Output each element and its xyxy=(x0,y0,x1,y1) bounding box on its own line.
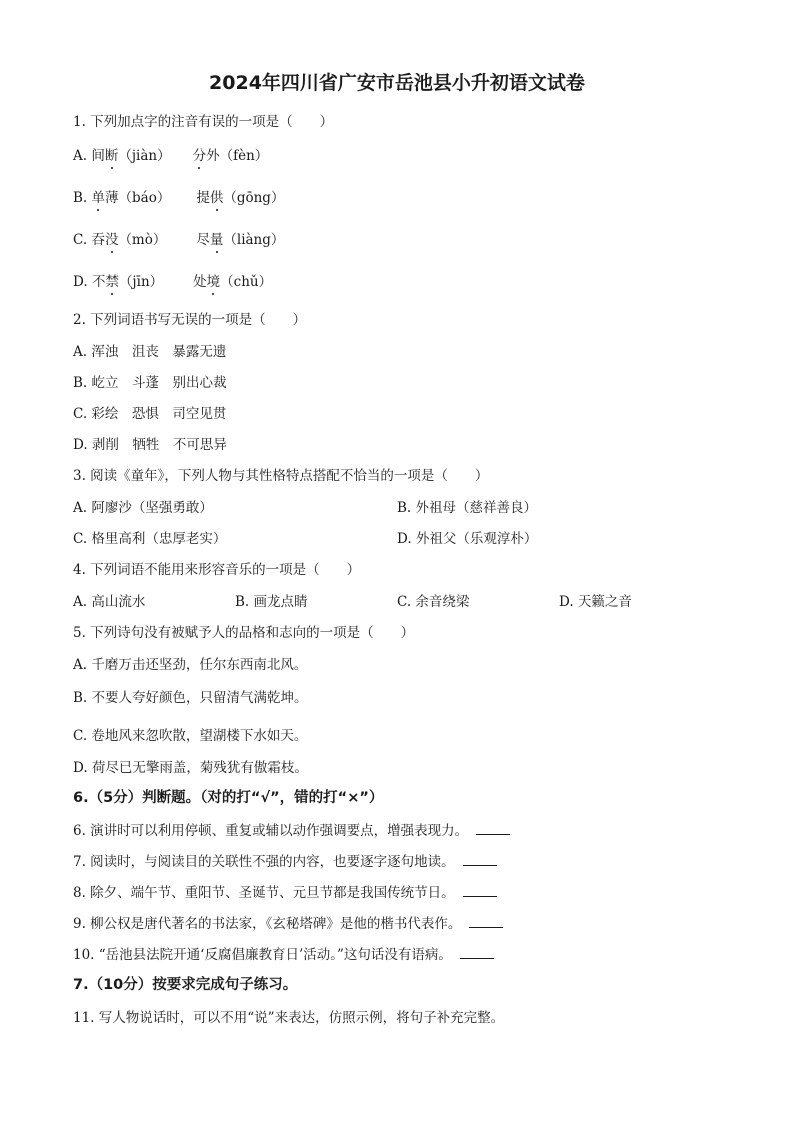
q2-option-a: A. 浑浊 沮丧 暴露无遗 xyxy=(73,344,227,360)
judge-item-10: 10. “岳池县法院开通‘反腐倡廉教育日’活动。”这句话没有语病。 xyxy=(73,943,494,963)
q4-stem: 4. 下列词语不能用来形容音乐的一项是（ ） xyxy=(73,562,361,578)
section-6-heading: 6.（5分）判断题。（对的打“√”，错的打“×”） xyxy=(73,790,384,806)
page-title: 2024年四川省广安市岳池县小升初语文试卷 xyxy=(209,72,585,94)
judge-item-7: 7. 阅读时，与阅读目的关联性不强的内容，也要逐字逐句地读。 xyxy=(73,850,497,870)
q1-option-b: B. 单薄（báo） 提供（gōng） xyxy=(73,186,284,206)
q3-option-b: B. 外祖母（慈祥善良） xyxy=(397,500,538,516)
q11-stem: 11. 写人物说话时，可以不用“说”来表达，仿照示例，将句子补充完整。 xyxy=(73,1010,505,1026)
judge-item-8: 8. 除夕、端午节、重阳节、圣诞节、元旦节都是我国传统节日。 xyxy=(73,881,497,901)
q3-option-a: A. 阿廖沙（坚强勇敢） xyxy=(73,500,213,516)
q4-option-a: A. 高山流水 xyxy=(73,594,146,610)
q5-stem: 5. 下列诗句没有被赋予人的品格和志向的一项是（ ） xyxy=(73,625,415,641)
q2-option-d: D. 剥削 牺牲 不可思异 xyxy=(73,437,227,453)
q5-option-d: D. 荷尽已无擎雨盖，菊残犹有傲霜枝。 xyxy=(73,760,308,776)
q1-option-c: C. 吞没（mò） 尽量（liàng） xyxy=(73,228,284,248)
q4-option-c: C. 余音绕梁 xyxy=(397,594,470,610)
q2-option-c: C. 彩绘 恐惧 司空见贯 xyxy=(73,406,227,422)
q3-option-c: C. 格里高利（忠厚老实） xyxy=(73,531,227,547)
section-7-heading: 7.（10分）按要求完成句子练习。 xyxy=(73,977,298,993)
q1-option-a: A. 间断（jiàn） 分外（fèn） xyxy=(73,144,268,164)
judge-item-9: 9. 柳公权是唐代著名的书法家，《玄秘塔碑》是他的楷书代表作。 xyxy=(73,912,503,932)
q4-option-d: D. 天籁之音 xyxy=(559,594,632,610)
judge-item-6: 6. 演讲时可以利用停顿、重复或辅以动作强调要点，增强表现力。 xyxy=(73,819,510,839)
q2-option-b: B. 屹立 斗蓬 别出心裁 xyxy=(73,375,227,391)
q5-option-a: A. 千磨万击还坚劲，任尔东西南北风。 xyxy=(73,657,308,673)
q1-option-d: D. 不禁（jīn） 处境（chǔ） xyxy=(73,270,272,290)
q5-option-c: C. 卷地风来忽吹散，望湖楼下水如天。 xyxy=(73,728,308,744)
answer-blank[interactable] xyxy=(463,884,497,897)
answer-blank[interactable] xyxy=(460,946,494,959)
answer-blank[interactable] xyxy=(476,822,510,835)
answer-blank[interactable] xyxy=(463,853,497,866)
q4-option-b: B. 画龙点睛 xyxy=(235,594,308,610)
q2-stem: 2. 下列词语书写无误的一项是（ ） xyxy=(73,312,307,328)
q5-option-b: B. 不要人夸好颜色，只留清气满乾坤。 xyxy=(73,690,308,706)
q3-option-d: D. 外祖父（乐观淳朴） xyxy=(397,531,538,547)
q3-stem: 3. 阅读《童年》，下列人物与其性格特点搭配不恰当的一项是（ ） xyxy=(73,468,489,484)
q1-stem: 1. 下列加点字的注音有误的一项是（ ） xyxy=(73,114,334,130)
answer-blank[interactable] xyxy=(469,915,503,928)
